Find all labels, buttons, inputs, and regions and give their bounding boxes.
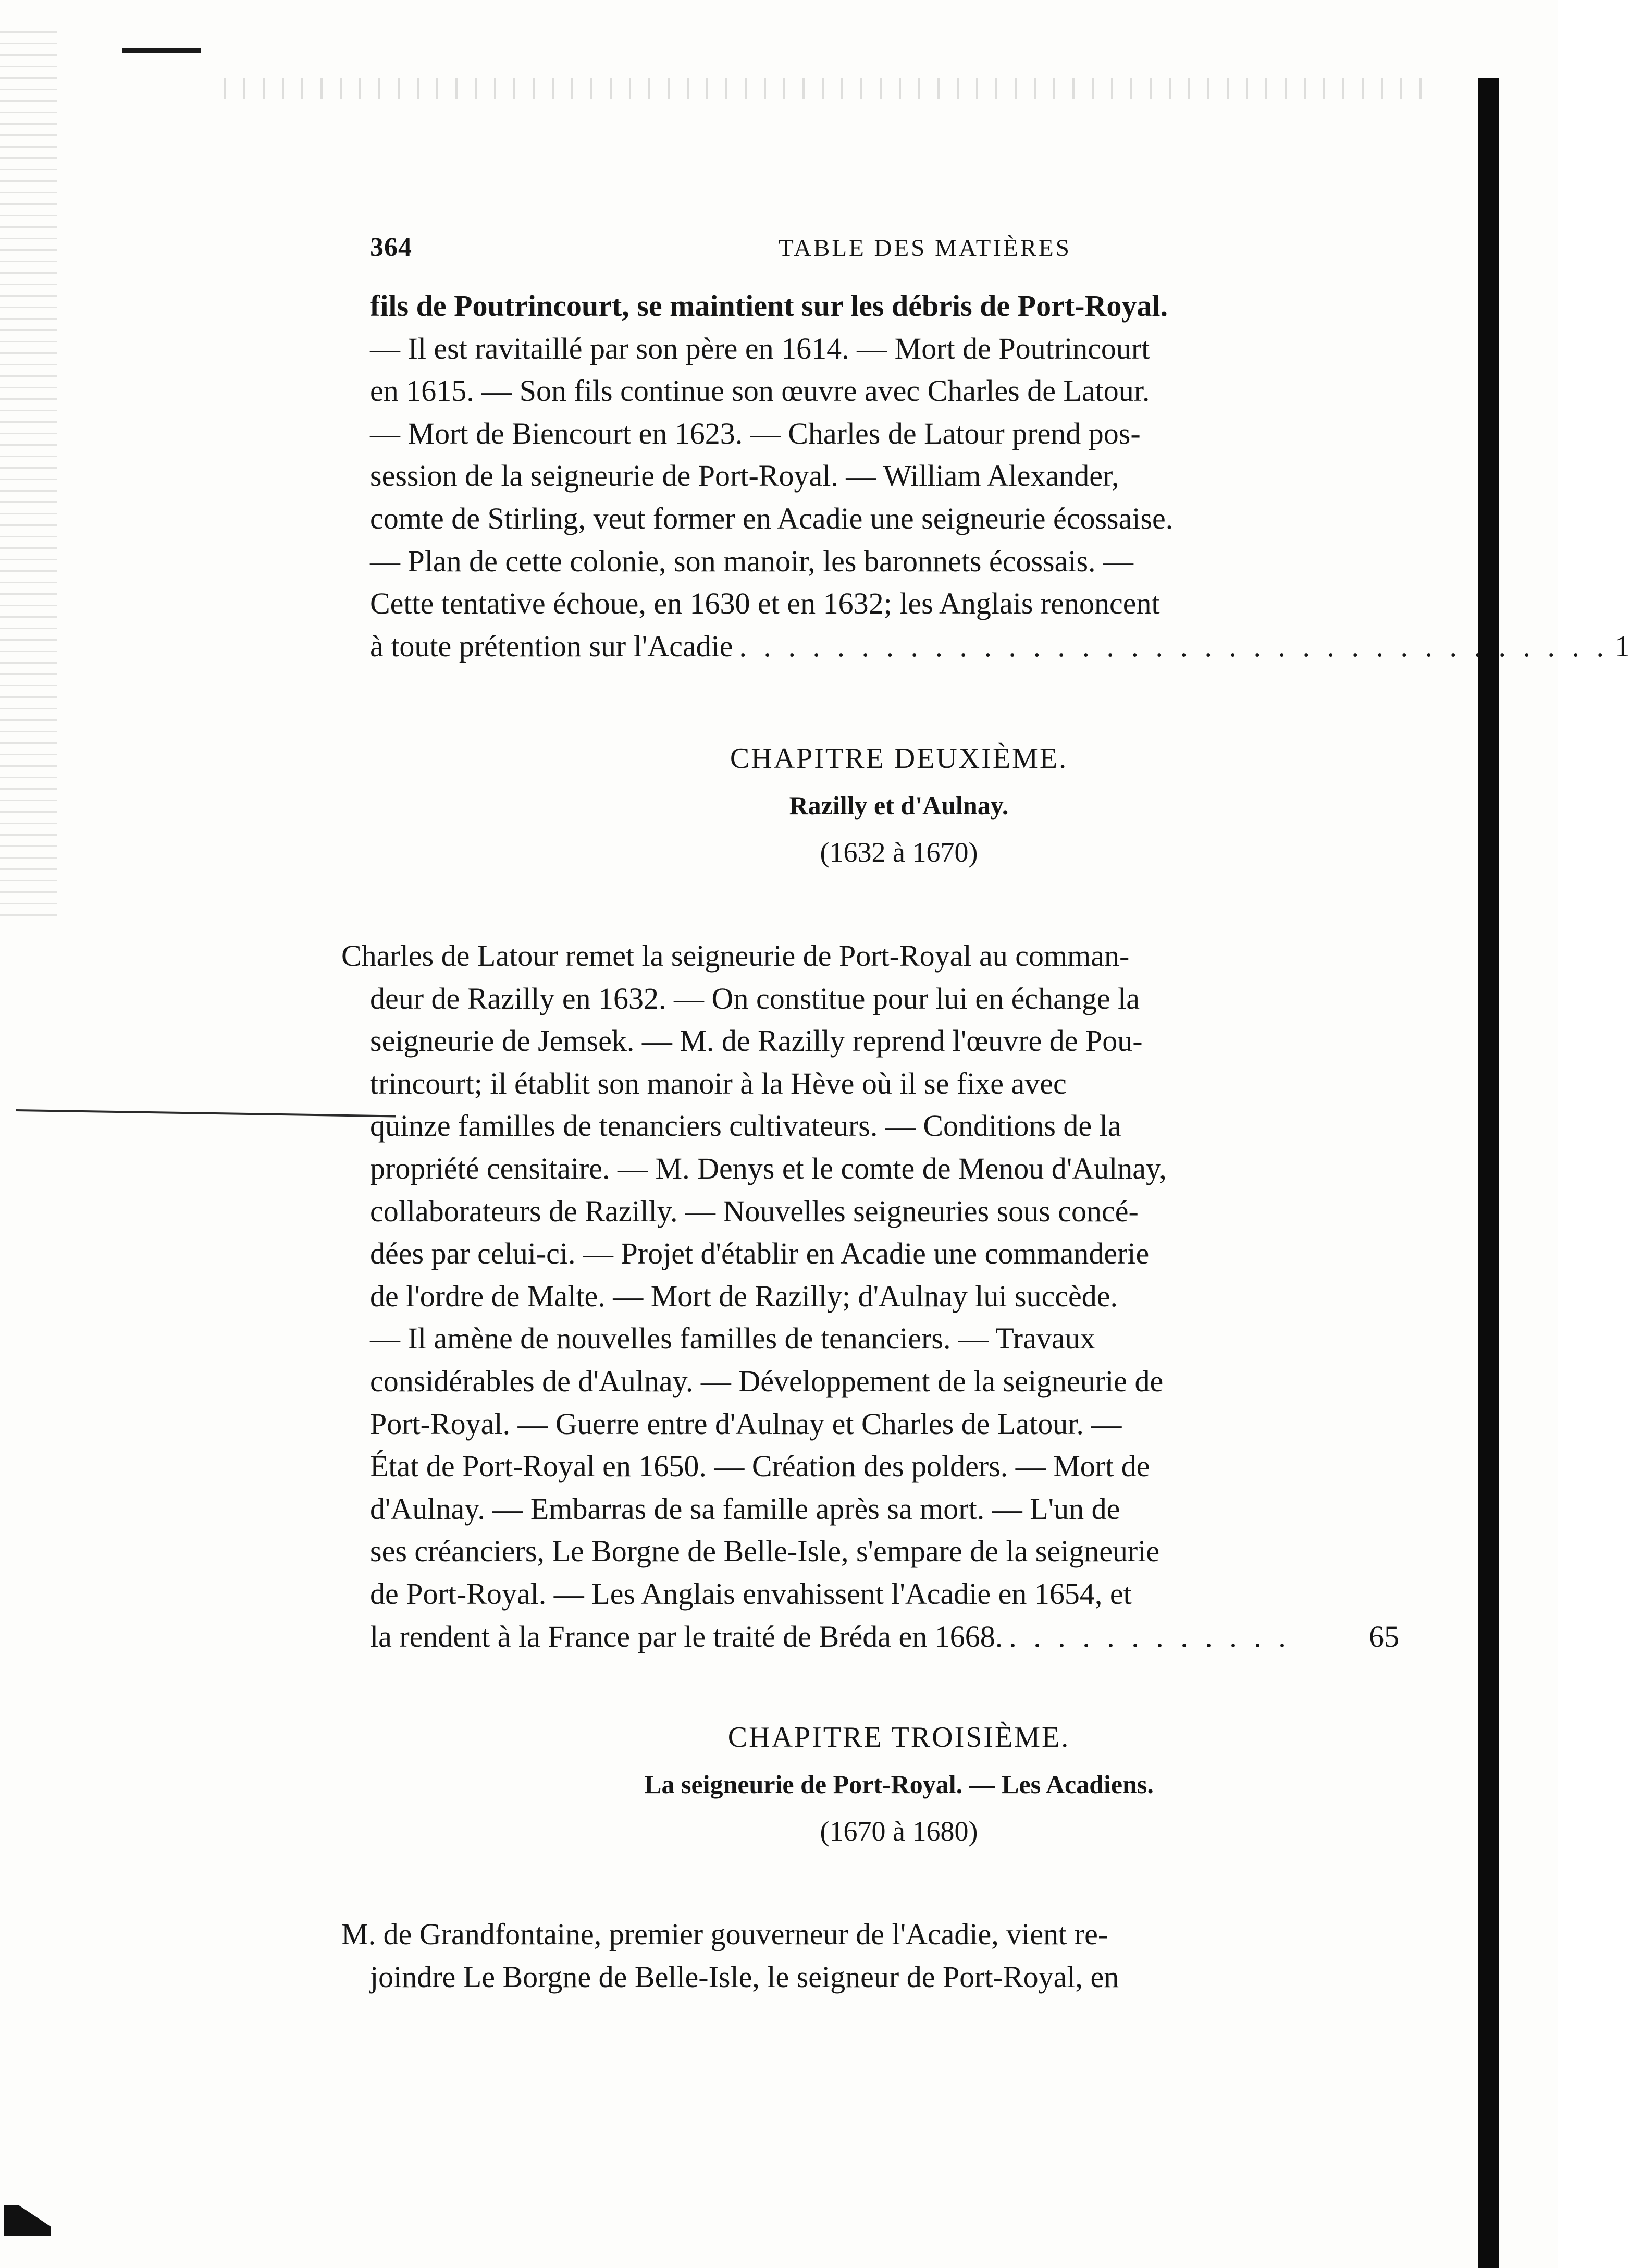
entry-line: — Il amène de nouvelles familles de tenanciers. — Travaux	[370, 1321, 1095, 1356]
entry-line: État de Port-Royal en 1650. — Création des polders. — Mort de	[370, 1449, 1150, 1484]
entry-line: ses créanciers, Le Borgne de Belle-Isle, s'empare de la seigneurie	[370, 1534, 1160, 1568]
entry-first-line: Charles de Latour remet la seigneurie de Port-Royal au comman-	[341, 939, 1130, 973]
scan-corner-mark	[4, 2205, 51, 2236]
entry-line: quinze familles de tenanciers cultivateurs. — Conditions de la	[370, 1109, 1121, 1143]
scan-top-mark	[122, 48, 201, 53]
entry-line: dées par celui-ci. — Projet d'établir en Acadie une commanderie	[370, 1236, 1150, 1271]
chapter-subtitle: Razilly et d'Aulnay.	[789, 791, 1009, 820]
chapter-2-heading	[370, 740, 1428, 871]
entry-line: d'Aulnay. — Embarras de sa famille après sa mort. — L'un de	[370, 1491, 1120, 1526]
dot-leader: . . . . . . . . . . . .	[1009, 1619, 1291, 1653]
chapter-dates: (1670 à 1680)	[820, 1816, 978, 1847]
chapter-title: CHAPITRE DEUXIÈME.	[730, 742, 1068, 775]
chapter-subtitle: La seigneurie de Port-Royal. — Les Acadiens.	[644, 1770, 1154, 1799]
entry-last-line	[370, 1615, 1399, 1658]
scan-right-border	[1478, 78, 1499, 2268]
entry-line: la rendent à la France par le traité de Bréda en 1668.	[370, 1619, 1003, 1653]
entry-line: fils de Poutrincourt, se maintient sur les débris de Port-Royal.	[370, 289, 1168, 323]
entry-line: à toute prétention sur l'Acadie	[370, 629, 733, 663]
stray-pen-line	[16, 1109, 396, 1117]
entry-line: de Port-Royal. — Les Anglais envahissent l'Acadie en 1654, et	[370, 1576, 1132, 1611]
chapter-title: CHAPITRE TROISIÈME.	[727, 1721, 1070, 1754]
scan-edge-noise	[0, 31, 57, 917]
entry-line: en 1615. — Son fils continue son œuvre avec Charles de Latour.	[370, 374, 1150, 408]
scan-top-noise	[224, 78, 1423, 99]
entry-line: — Plan de cette colonie, son manoir, les baronnets écossais. —	[370, 544, 1134, 578]
entry-line: comte de Stirling, veut former en Acadie une seigneurie écossaise.	[370, 501, 1174, 535]
entry-line: de l'ordre de Malte. — Mort de Razilly; d'Aulnay lui succède.	[370, 1279, 1118, 1313]
running-head	[370, 232, 1480, 263]
entry-line: collaborateurs de Razilly. — Nouvelles seigneuries sous concé-	[370, 1194, 1139, 1228]
page-number: 364	[370, 232, 412, 262]
chapter-dates: (1632 à 1670)	[820, 837, 978, 868]
entry-line: deur de Razilly en 1632. — On constitue pour lui en échange la	[370, 981, 1140, 1015]
entry-first-line: M. de Grandfontaine, premier gouverneur de l'Acadie, vient re-	[341, 1917, 1108, 1951]
entry-line: trincourt; il établit son manoir à la Hève où il se fixe avec	[370, 1066, 1067, 1100]
entry-line: propriété censitaire. — M. Denys et le comte de Menou d'Aulnay,	[370, 1151, 1167, 1185]
entry-line: — Mort de Biencourt en 1623. — Charles de Latour prend pos-	[370, 416, 1141, 450]
page-reference: 65	[1369, 1619, 1399, 1653]
page-reference: 1	[1615, 629, 1630, 663]
entry-line: joindre Le Borgne de Belle-Isle, le seigneur de Port-Royal, en	[370, 1959, 1119, 1994]
entry-line: — Il est ravitaillé par son père en 1614. — Mort de Poutrincourt	[370, 331, 1150, 365]
entry-line: Cette tentative échoue, en 1630 et en 1632; les Anglais renoncent	[370, 586, 1160, 621]
entry-line: Port-Royal. — Guerre entre d'Aulnay et Charles de Latour. —	[370, 1406, 1122, 1441]
toc-entry-chapter-3	[341, 1913, 1399, 1998]
running-title: TABLE DES MATIÈRES	[779, 235, 1071, 262]
chapter-3-heading	[370, 1719, 1428, 1849]
entry-line: considérables de d'Aulnay. — Développement de la seigneurie de	[370, 1364, 1164, 1398]
dot-leader: . . . . . . . . . . . . . . . . . . . . . . . . . . . . . . . . . . . .	[739, 629, 1609, 663]
entry-line: seigneurie de Jemsek. — M. de Razilly reprend l'œuvre de Pou-	[370, 1024, 1143, 1058]
toc-entry-chapter-2	[341, 935, 1399, 1658]
entry-line: session de la seigneurie de Port-Royal. — William Alexander,	[370, 459, 1119, 493]
entry-last-line	[370, 625, 1630, 668]
toc-entry-chapter-1	[370, 285, 1630, 667]
